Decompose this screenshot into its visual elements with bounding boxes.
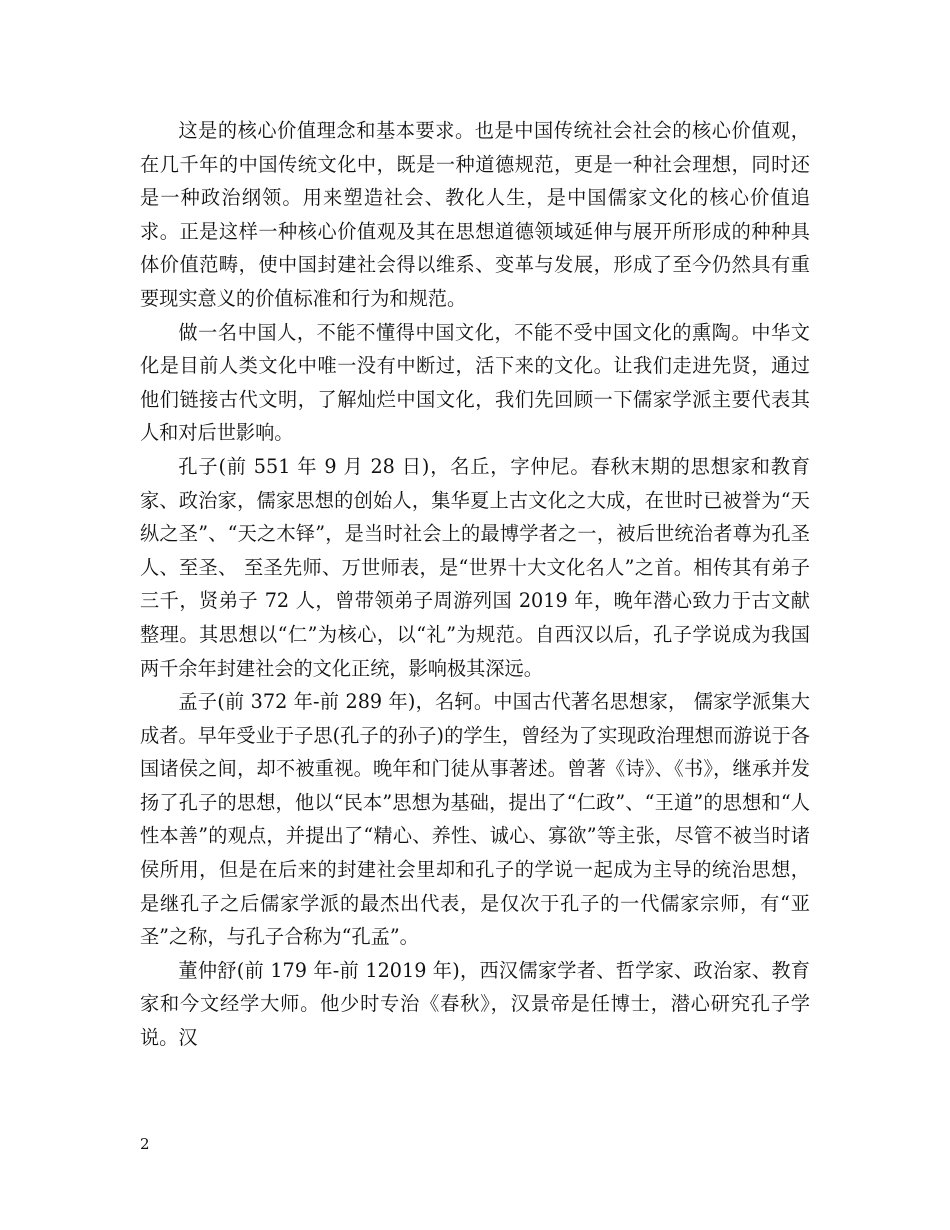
paragraph-mencius: 孟子(前 372 年-前 289 年)，名轲。中国古代著名思想家， 儒家学派集大成者。早年受业于子思(孔子的孙子)的学生，曾经为了实现政治理想而游说于各国诸侯之间，却不被重视。晚年和门徒从事著述。曾著《诗》、《书》，继承并发扬了孔子的思想，他以“民本”思想为基础，提出了“仁政”、“王道”的思想和“人性本善”的观点，并提出了“精心、养性、诚心、寡欲”等主张，尽管不被当时诸侯所用，但是在后来的封建社会里却和孔子的学说一起成为主导的统治思想，是继孔子之后儒家学派的最杰出代表，是仅次于孔子的一代儒家宗师，有“亚圣”之称，与孔子合称为“孔孟”。 [140, 690, 810, 949]
document-body [140, 114, 810, 1055]
page-number: 2 [140, 1135, 150, 1153]
paragraph-chinese-culture: 做一名中国人，不能不懂得中国文化，不能不受中国文化的熏陶。中华文化是目前人类文化中唯一没有中断过，活下来的文化。让我们走进先贤，通过他们链接古代文明，了解灿烂中国文化，我们先回顾一下儒家学派主要代表其人和对后世影响。 [140, 320, 810, 445]
paragraph-core-values: 这是的核心价值理念和基本要求。也是中国传统社会社会的核心价值观，在几千年的中国传统文化中，既是一种道德规范，更是一种社会理想，同时还是一种政治纲领。用来塑造社会、教化人生，是中国儒家文化的核心价值追求。正是这样一种核心价值观及其在思想道德领域延伸与展开所形成的种种具体价值范畴，使中国封建社会得以维系、变革与发展，形成了至今仍然具有重要现实意义的价值标准和行为和规范。 [140, 119, 810, 310]
paragraph-dong-zhongshu: 董仲舒(前 179 年-前 12019 年)，西汉儒家学者、哲学家、政治家、教育家和今文经学大师。他少时专治《春秋》，汉景帝是任博士，潜心研究孔子学说。汉 [140, 958, 810, 1050]
paragraph-confucius: 孔子(前 551 年 9 月 28 日)，名丘，字仲尼。春秋末期的思想家和教育家、政治家，儒家思想的创始人，集华夏上古文化之大成，在世时已被誉为“天纵之圣”、“天之木铎”，是当时社会上的最博学者之一，被后世统治者尊为孔圣人、至圣、 至圣先师、万世师表，是“世界十大文化名人”之首。相传其有弟子三千，贤弟子 72 人，曾带领弟子周游列国 2019 年，晚年潜心致力于古文献整理。其思想以“仁”为核心，以“礼”为规范。自西汉以后，孔子学说成为我国两千余年封建社会的文化正统，影响极其深远。 [140, 454, 810, 680]
